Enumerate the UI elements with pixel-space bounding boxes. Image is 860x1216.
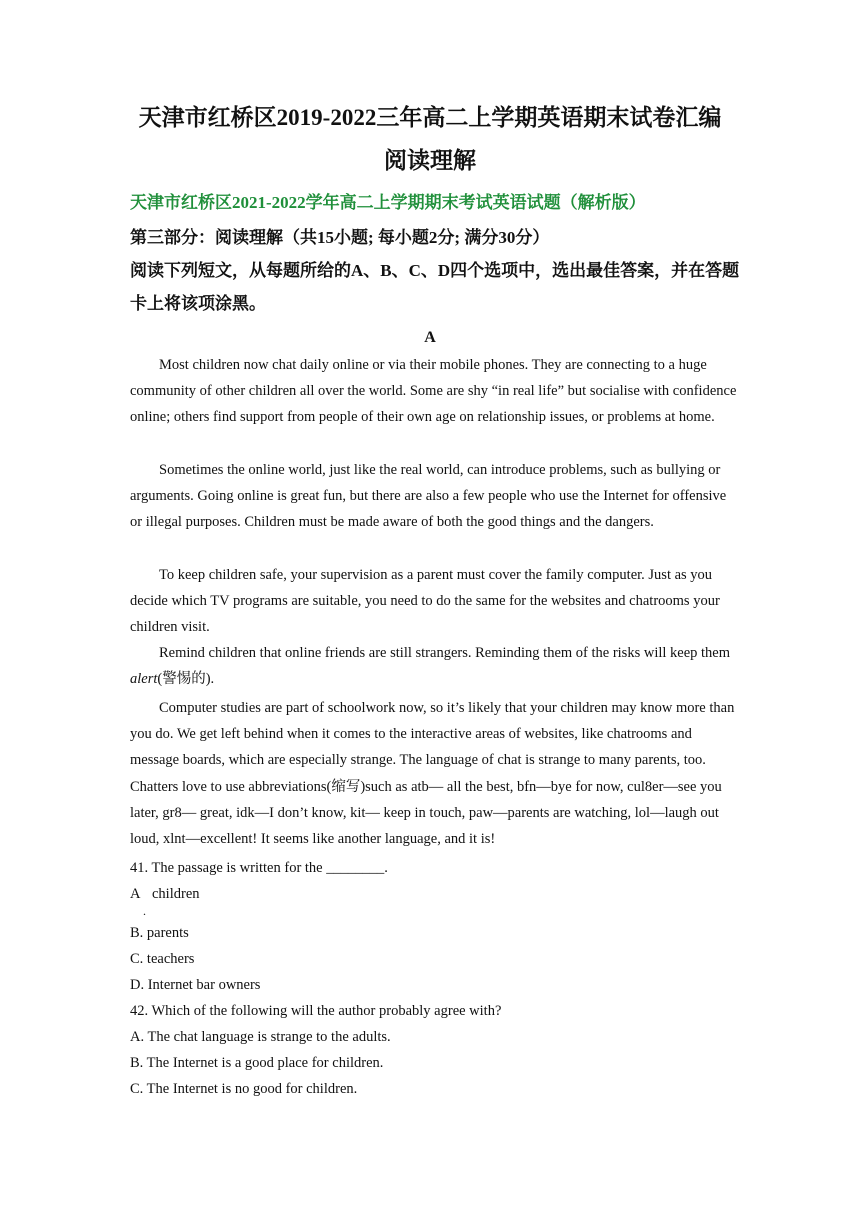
- question-42-option-a: A. The chat language is strange to the adults.: [130, 1029, 391, 1045]
- passage-label: A: [424, 329, 436, 346]
- question-41-stem: 41. The passage is written for the ________.: [130, 860, 388, 876]
- question-41-option-b: B. parents: [130, 925, 189, 941]
- document-subtitle: 阅读理解: [384, 148, 476, 173]
- paragraph-3: To keep children safe, your supervision as a parent must cover the family computer. Just as you decide which TV programs are suitable, you need to do the same for the websites and chatrooms your children visit.: [130, 567, 720, 636]
- paragraph-1: Most children now chat daily online or via their mobile phones. They are connecting to a huge community of other children all over the world. Some are shy “in real life” but socialise with confidence online; others find support from people of their own age on relationship issues, or problems at home.: [130, 357, 737, 426]
- paragraph-4-italic-word: alert: [130, 671, 158, 688]
- document-title: 天津市红桥区2019-2022三年高二上学期英语期末试卷汇编: [138, 105, 722, 130]
- question-42-option-b: B. The Internet is a good place for children.: [130, 1055, 384, 1071]
- paragraph-4: [130, 640, 740, 692]
- question-41-option-d: D. Internet bar owners: [130, 977, 261, 993]
- option-text: children: [152, 886, 200, 902]
- question-41-option-c: C. teachers: [130, 951, 195, 967]
- option-letter: A: [130, 886, 141, 902]
- source-heading: 天津市红桥区2021-2022学年高二上学期期末考试英语试题（解析版）: [130, 193, 646, 212]
- instruction-text: 阅读下列短文，从每题所给的A、B、C、D四个选项中，选出最佳答案，并在答题卡上将该项涂黑。: [130, 261, 740, 313]
- option-a-dot: .: [143, 904, 146, 918]
- question-42-stem: 42. Which of the following will the author probably agree with?: [130, 1003, 502, 1019]
- paragraph-5: Computer studies are part of schoolwork now, so it’s likely that your children may know more than you do. We get left behind when it comes to the interactive areas of websites, like chatrooms and message boards, which are especially strange. The language of chat is strange to many parents, too. Chatters love to use abbreviations(缩写)such as atb— all the best, bfn—bye for now, cul8er—see you later, gr8— great, idk—I don’t know, kit— keep in touch, paw—parents are watching, lol—laugh out loud, xlnt—excellent! It seems like another language, and it is!: [130, 700, 735, 848]
- question-41-option-a: [130, 883, 200, 905]
- question-42-option-c: C. The Internet is no good for children.: [130, 1081, 358, 1097]
- paragraph-4-gloss: (警惕的).: [157, 671, 215, 688]
- paragraph-2: Sometimes the online world, just like the real world, can introduce problems, such as bullying or arguments. Going online is great fun, but there are also a few people who use the Internet for offensive or illegal purposes. Children must be made aware of both the good things and the dangers.: [130, 462, 727, 531]
- paragraph-4-text: Remind children that online friends are still strangers. Reminding them of the risks will keep them: [159, 645, 731, 661]
- section-heading: 第三部分：阅读理解（共15小题; 每小题2分; 满分30分）: [130, 228, 550, 247]
